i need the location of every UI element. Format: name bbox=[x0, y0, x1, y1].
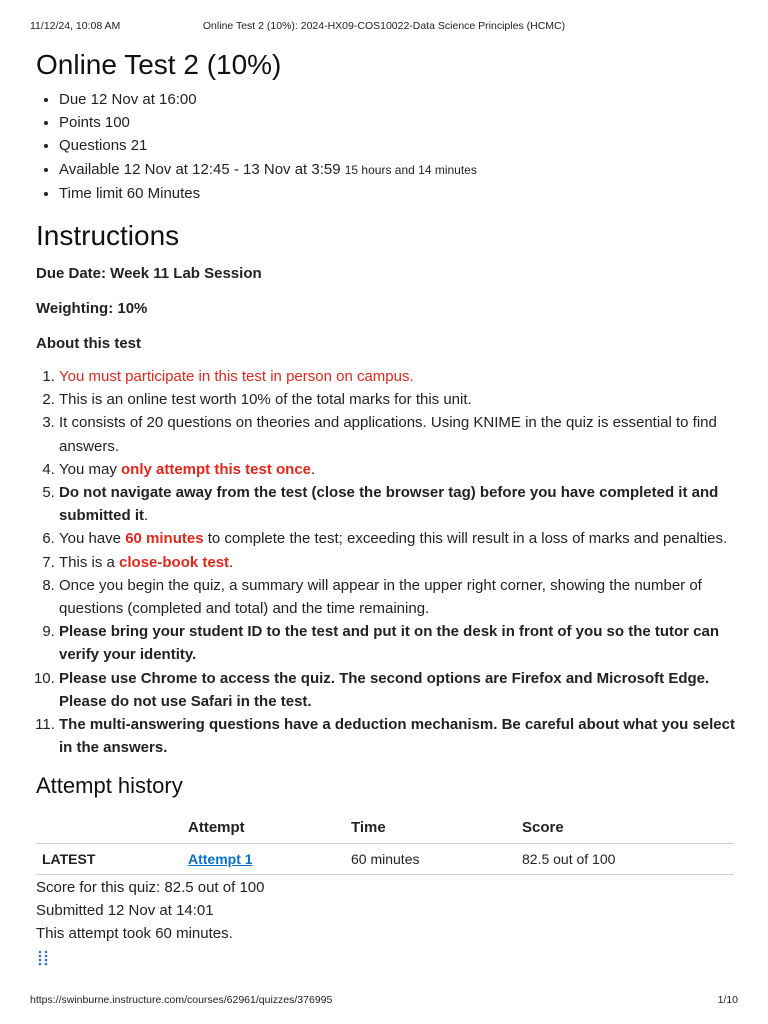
submitted-summary: Submitted 12 Nov at 14:01 bbox=[36, 902, 214, 920]
rule-item bbox=[59, 458, 736, 481]
meta-time-limit: • Time limit 60 Minutes bbox=[59, 182, 736, 205]
rule-4-post: . bbox=[311, 460, 316, 478]
rule-item bbox=[59, 551, 736, 574]
rule-item bbox=[59, 667, 736, 713]
rule-6-post: to complete the test; exceeding this will result in a loss of marks and penalties. bbox=[203, 530, 728, 548]
attempt-summary bbox=[36, 876, 736, 945]
print-header bbox=[30, 20, 738, 34]
instructions-heading: Instructions bbox=[36, 220, 180, 252]
rule-6-emphasis: 60 minutes bbox=[125, 530, 204, 548]
meta-points: • Points 100 bbox=[59, 111, 736, 134]
table-header-row bbox=[36, 811, 734, 844]
header-score: Score bbox=[516, 811, 734, 844]
rule-item bbox=[59, 527, 736, 550]
meta-questions: • Questions 21 bbox=[59, 134, 736, 157]
quiz-title: Online Test 2 (10%) bbox=[36, 49, 282, 80]
rule-item bbox=[59, 481, 736, 527]
print-footer bbox=[30, 994, 738, 1008]
rule-4-emphasis: only attempt this test once bbox=[121, 460, 312, 478]
meta-due: • Due 12 Nov at 16:00 bbox=[59, 88, 736, 111]
rules-list bbox=[36, 365, 736, 759]
print-datetime: 11/12/24, 10:08 AM bbox=[30, 20, 121, 32]
rule-7-pre: This is a bbox=[59, 553, 120, 571]
score-cell: 82.5 out of 100 bbox=[516, 844, 734, 875]
drag-handle-icon[interactable] bbox=[36, 949, 50, 967]
time-cell: 60 minutes bbox=[345, 844, 516, 875]
rule-6-pre: You have bbox=[59, 530, 126, 548]
rule-item bbox=[59, 365, 736, 388]
rule-7-emphasis: close-book test bbox=[119, 553, 230, 571]
weighting: Weighting: 10% bbox=[36, 300, 148, 318]
attempt-history-table bbox=[36, 811, 734, 875]
meta-available bbox=[59, 158, 736, 182]
rule-11-text: The multi-answering questions have a deduction mechanism. Be careful about what you select in the answers. bbox=[59, 716, 735, 757]
rule-5-post: . bbox=[144, 507, 149, 525]
header-time: Time bbox=[345, 811, 516, 844]
quiz-content bbox=[36, 44, 736, 967]
about-heading: About this test bbox=[36, 335, 141, 353]
score-summary: Score for this quiz: 82.5 out of 100 bbox=[36, 879, 265, 897]
rule-item bbox=[59, 713, 736, 759]
rule-item: 2. This is an online test worth 10% of the total marks for this unit. bbox=[59, 388, 736, 411]
rule-1-text: You must participate in this test in person on campus. bbox=[59, 368, 414, 386]
header-blank bbox=[36, 811, 182, 844]
rule-5-text: Do not navigate away from the test (close the browser tag) before you have completed it and submitted it bbox=[59, 484, 719, 525]
rule-item: 3. It consists of 20 questions on theories and applications. Using KNIME in the quiz is essential to find answers. bbox=[59, 411, 736, 457]
print-url: https://swinburne.instructure.com/courses/62961/quizzes/376995 bbox=[30, 994, 333, 1006]
rule-9-text: Please bring your student ID to the test and put it on the desk in front of you so the tutor can verify your identity. bbox=[59, 623, 720, 664]
table-row bbox=[36, 844, 734, 875]
quiz-meta-list bbox=[36, 88, 736, 205]
print-page-number: 1/10 bbox=[717, 994, 738, 1006]
rule-7-post: . bbox=[229, 553, 234, 571]
rule-item bbox=[59, 620, 736, 666]
latest-label: LATEST bbox=[36, 844, 182, 875]
meta-available-range: Available 12 Nov at 12:45 - 13 Nov at 3:59 bbox=[59, 160, 341, 178]
attempt-cell bbox=[182, 844, 345, 875]
attempt-history-heading: Attempt history bbox=[36, 773, 183, 799]
duration-summary: This attempt took 60 minutes. bbox=[36, 925, 233, 943]
rule-10-text: Please use Chrome to access the quiz. The second options are Firefox and Microsoft Edge. Please do not use Safari in the test. bbox=[59, 669, 710, 710]
rule-4-pre: You may bbox=[59, 460, 121, 478]
print-doc-title: Online Test 2 (10%): 2024-HX09-COS10022-Data Science Principles (HCMC) bbox=[202, 20, 566, 32]
meta-available-duration: 15 hours and 14 minutes bbox=[344, 162, 477, 177]
header-attempt: Attempt bbox=[182, 811, 345, 844]
attempt-1-link[interactable]: Attempt 1 bbox=[188, 851, 253, 868]
rule-item: 8. Once you begin the quiz, a summary will appear in the upper right corner, showing the number of questions (completed and total) and the time remaining. bbox=[59, 574, 736, 620]
due-date: Due Date: Week 11 Lab Session bbox=[36, 265, 262, 283]
